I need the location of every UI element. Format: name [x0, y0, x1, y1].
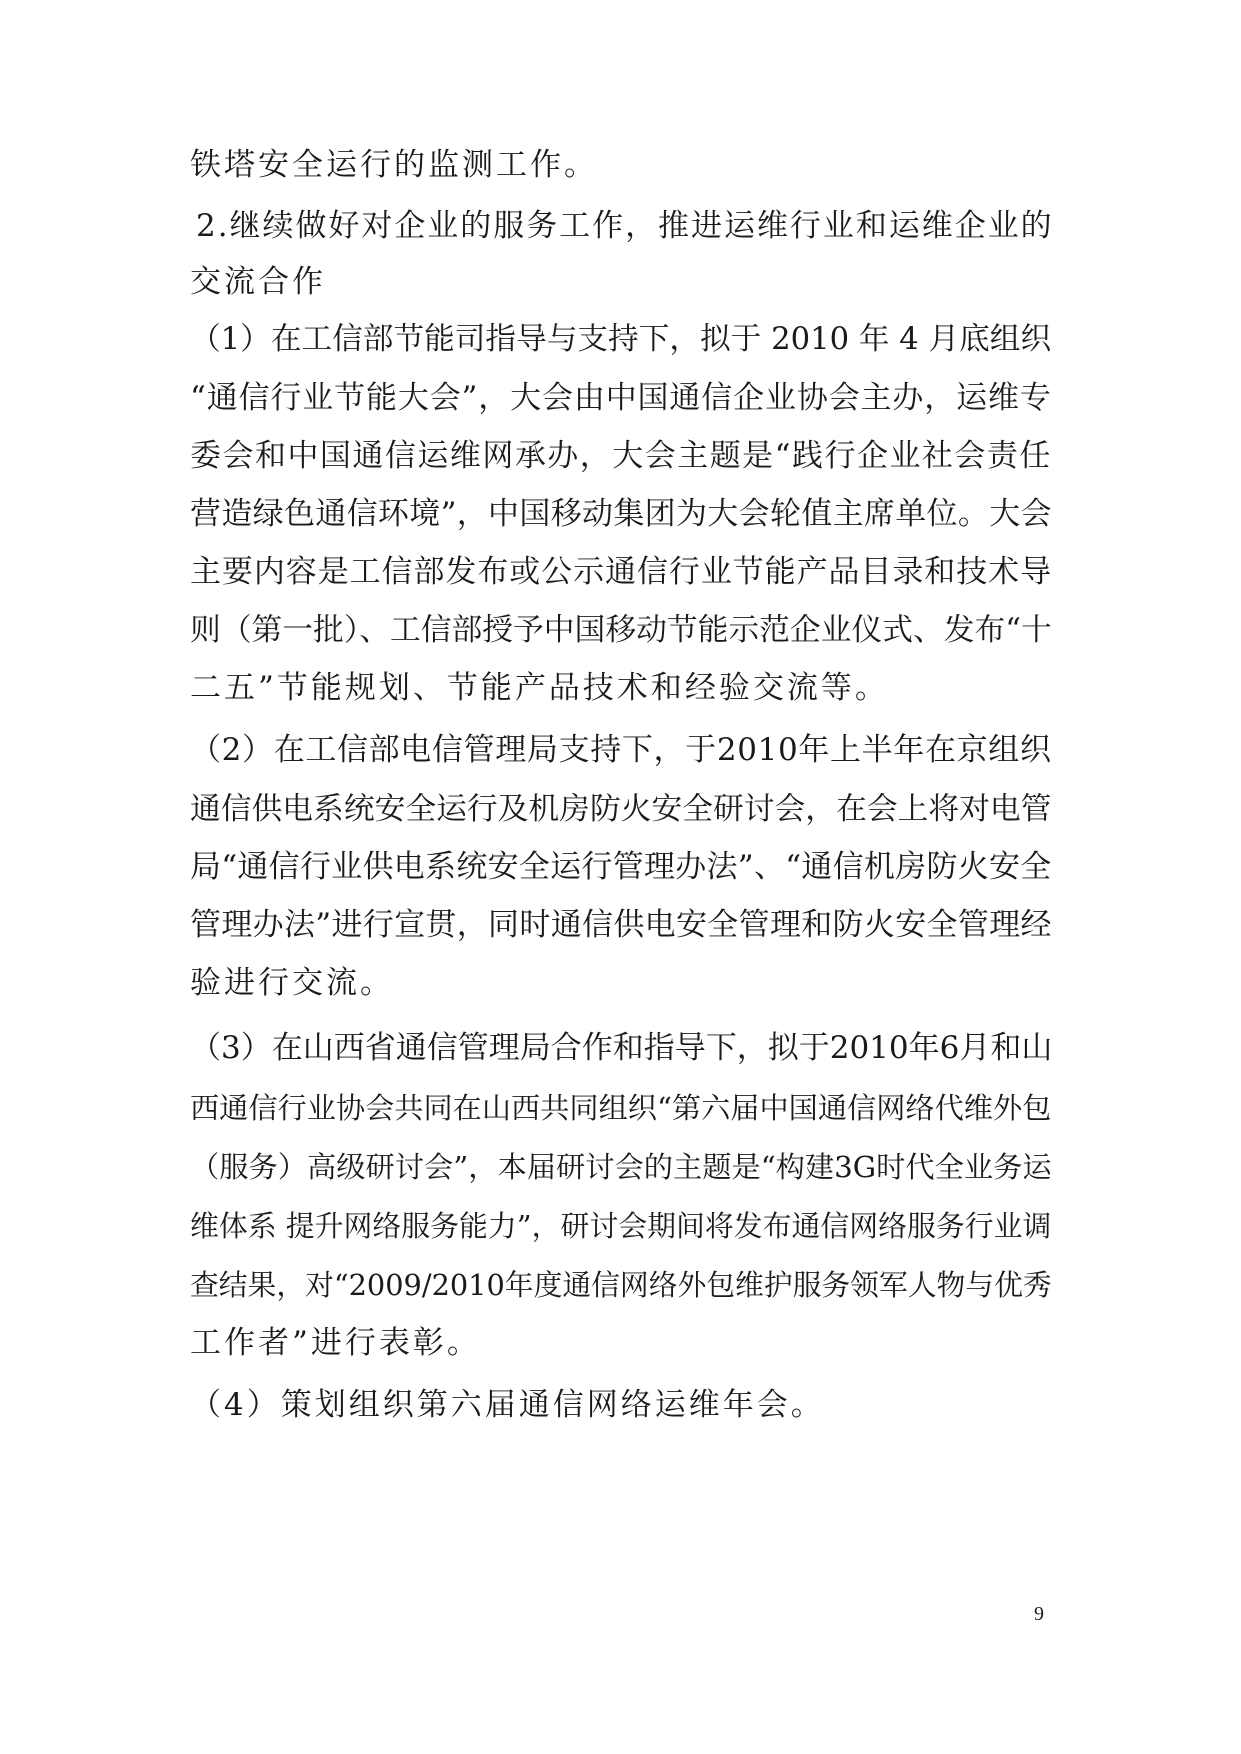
page-number: 9 [1034, 1603, 1044, 1625]
text-line: 主要内容是工信部发布或公示通信行业节能产品目录和技术导 [190, 554, 1052, 590]
text-line: 二五”节能规划、节能产品技术和经验交流等。 [190, 670, 889, 706]
text-line: 营造绿色通信环境”，中国移动集团为大会轮值主席单位。大会 [190, 496, 1052, 532]
text-line: 委会和中国通信运维网承办，大会主题是“践行企业社会责任 [190, 438, 1052, 474]
text-line: （3）在山西省通信管理局合作和指导下，拟于2010年6月和山 [190, 1030, 1053, 1066]
text-line: 铁塔安全运行的监测工作。 [190, 147, 598, 183]
text-line: 维体系 提升网络服务能力”，研讨会期间将发布通信网络服务行业调 [190, 1209, 1052, 1243]
text-line: 2.继续做好对企业的服务工作，推进运维行业和运维企业的 [196, 208, 1054, 244]
text-line: 交流合作 [190, 264, 326, 300]
text-line: “通信行业节能大会”，大会由中国通信企业协会主办，运维专 [190, 380, 1052, 416]
text-line: （1）在工信部节能司指导与支持下，拟于 2010 年 4 月底组织 [190, 322, 1052, 357]
text-line: 则（第一批）、工信部授予中国移动节能示范企业仪式、发布“十 [190, 612, 1052, 648]
text-line: 通信供电系统安全运行及机房防火安全研讨会，在会上将对电管 [190, 791, 1052, 827]
text-line: （服务）高级研讨会”，本届研讨会的主题是“构建3G时代全业务运 [190, 1150, 1052, 1184]
text-line: （2）在工信部电信管理局支持下，于2010年上半年在京组织 [190, 732, 1052, 768]
text-line: 查结果，对“2009/2010年度通信网络外包维护服务领军人物与优秀 [190, 1268, 1052, 1302]
text-line: 管理办法”进行宣贯，同时通信供电安全管理和防火安全管理经 [190, 907, 1052, 943]
text-line: 工作者”进行表彰。 [190, 1325, 481, 1361]
text-line: 局“通信行业供电系统安全运行管理办法”、“通信机房防火安全 [190, 849, 1052, 885]
text-line: （4）策划组织第六届通信网络运维年会。 [190, 1387, 825, 1423]
text-line: 验进行交流。 [190, 965, 394, 1001]
text-line: 西通信行业协会共同在山西共同组织“第六届中国通信网络代维外包 [190, 1091, 1052, 1125]
